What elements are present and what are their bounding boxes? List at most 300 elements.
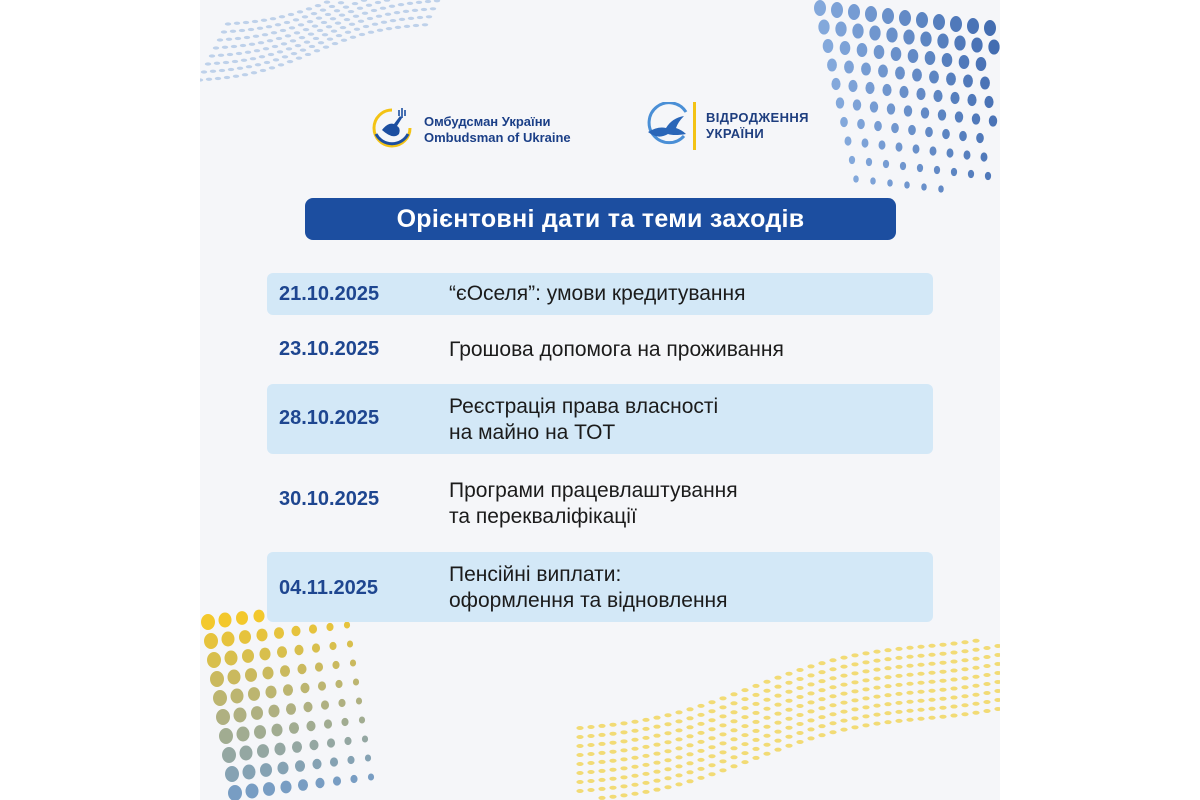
decor-dot [417, 16, 423, 19]
decor-dot [796, 713, 803, 717]
decor-dot [675, 728, 682, 732]
decor-dot [983, 655, 990, 659]
decor-dot [708, 727, 715, 731]
event-date: 30.10.2025 [279, 488, 380, 510]
decor-dot [318, 41, 324, 44]
decor-dot [642, 736, 649, 740]
decor-dot [752, 702, 759, 706]
decor-dot [851, 707, 858, 711]
decor-dot [917, 672, 924, 676]
decor-dot [994, 662, 1000, 666]
decor-dot [917, 681, 924, 685]
decor-dot [334, 9, 340, 12]
decor-dot [895, 665, 902, 669]
decor-dot [330, 17, 336, 20]
decor-dot [359, 33, 365, 36]
decor-dot [248, 687, 260, 701]
event-row-3 [267, 384, 933, 454]
decor-dot [329, 5, 335, 8]
decor-dot [609, 768, 616, 772]
decor-dot [730, 719, 737, 723]
decor-dot [303, 28, 309, 31]
decor-dot [245, 51, 251, 54]
decor-dot [335, 21, 341, 24]
decor-dot [631, 729, 638, 733]
event-date: 04.11.2025 [279, 577, 378, 599]
decor-dot [280, 781, 291, 794]
decor-dot [354, 28, 360, 31]
decor-dot [350, 659, 356, 666]
decor-dot [862, 651, 869, 655]
decor-dot [983, 673, 990, 677]
decor-dot [763, 752, 770, 756]
decor-dot [873, 713, 880, 717]
decor-dot [277, 646, 287, 658]
decor-dot [299, 36, 305, 39]
decor-dot [653, 734, 660, 738]
decor-dot [587, 761, 594, 765]
decor-dot [840, 665, 847, 669]
decor-dot [686, 716, 693, 720]
decor-dot [352, 2, 358, 5]
decor-dot [851, 716, 858, 720]
decor-dot [988, 39, 999, 54]
decor-dot [869, 25, 880, 40]
decor-dot [917, 690, 924, 694]
decor-dot [831, 78, 840, 90]
decor-dot [353, 678, 359, 685]
decor-dot [609, 741, 616, 745]
decor-dot [763, 707, 770, 711]
decor-dot [416, 1, 422, 4]
decor-dot [884, 675, 891, 679]
decor-dot [807, 664, 814, 668]
decor-dot [983, 691, 990, 695]
decor-dot [338, 1, 344, 4]
decor-dot [243, 21, 249, 24]
decor-dot [900, 162, 906, 170]
decor-dot [365, 754, 371, 761]
decor-dot [286, 47, 292, 50]
decor-dot [291, 52, 297, 55]
decor-dot [873, 695, 880, 699]
decor-dot [928, 662, 935, 666]
decor-dot [239, 630, 251, 644]
decor-dot [255, 63, 261, 66]
decor-dot [829, 730, 836, 734]
decor-dot [236, 52, 242, 55]
decor-dot [950, 651, 957, 655]
decor-dot [763, 725, 770, 729]
decor-dot [201, 70, 207, 73]
decor-dot [851, 680, 858, 684]
decor-dot [807, 673, 814, 677]
decor-dot [884, 720, 891, 724]
decor-dot [895, 674, 902, 678]
decor-dot [609, 750, 616, 754]
decor-dot [587, 779, 594, 783]
decor-dot [865, 82, 874, 94]
decor-dot [831, 2, 843, 18]
decor-dot [873, 686, 880, 690]
decor-dot [294, 31, 300, 34]
decor-dot [697, 776, 704, 780]
decor-dot [887, 179, 893, 186]
decor-dot [347, 756, 354, 764]
decor-dot [818, 733, 825, 737]
decor-dot [620, 739, 627, 743]
decor-dot [961, 712, 968, 716]
decor-dot [983, 664, 990, 668]
decor-dot [297, 664, 306, 674]
decor-dot [862, 723, 869, 727]
decor-dot [774, 730, 781, 734]
decor-dot [316, 16, 322, 19]
decor-dot [330, 757, 338, 766]
decor-dot [708, 745, 715, 749]
decor-dot [260, 69, 266, 72]
decor-dot [221, 30, 227, 33]
decor-dot [252, 20, 258, 23]
decor-dot [985, 172, 991, 180]
decor-dot [840, 719, 847, 723]
decor-dot [796, 677, 803, 681]
decor-dot [269, 66, 275, 69]
decor-dot [237, 67, 243, 70]
yellow-divider [693, 102, 696, 150]
decor-dot [697, 713, 704, 717]
vidrodzhennia-title: ВІДРОДЖЕННЯ [706, 110, 809, 125]
decor-dot [350, 36, 356, 39]
decor-dot [829, 721, 836, 725]
decor-dot [331, 29, 337, 32]
decor-dot [972, 666, 979, 670]
decor-dot [994, 671, 1000, 675]
decor-dot [884, 684, 891, 688]
decor-dot [289, 26, 295, 29]
decor-dot [774, 721, 781, 725]
decor-dot [752, 720, 759, 724]
decor-dot [939, 643, 946, 647]
decor-dot [248, 28, 254, 31]
decor-dot [291, 626, 300, 636]
event-topic-line1: “єОселя”: умови кредитування [449, 282, 746, 305]
decor-dot [292, 741, 302, 753]
decor-dot [921, 183, 927, 190]
decor-dot [218, 54, 224, 57]
decor-dot [240, 44, 246, 47]
decor-dot [277, 762, 288, 775]
decor-dot [884, 711, 891, 715]
decor-dot [686, 752, 693, 756]
decor-dot [899, 86, 908, 98]
decor-dot [642, 790, 649, 794]
decor-dot [609, 795, 616, 799]
decor-dot [873, 668, 880, 672]
decor-dot [818, 715, 825, 719]
decor-dot [653, 716, 660, 720]
decor-dot [895, 692, 902, 696]
decor-dot [395, 26, 401, 29]
decor-dot [730, 755, 737, 759]
decor-dot [598, 769, 605, 773]
decor-dot [609, 732, 616, 736]
decor-dot [219, 728, 233, 744]
decor-dot [326, 25, 332, 28]
decor-dot [807, 709, 814, 713]
decor-dot [730, 746, 737, 750]
decor-dot [288, 13, 294, 16]
decor-dot [675, 773, 682, 777]
decor-dot [785, 726, 792, 730]
decor-dot [796, 686, 803, 690]
decor-dot [818, 697, 825, 701]
decor-dot [236, 727, 249, 742]
decor-dot [642, 754, 649, 758]
decor-dot [631, 774, 638, 778]
decor-dot [950, 678, 957, 682]
decor-dot [774, 739, 781, 743]
decor-dot [961, 694, 968, 698]
decor-dot [807, 691, 814, 695]
decor-dot [262, 667, 273, 680]
decor-dot [886, 27, 897, 42]
decor-dot [385, 13, 391, 16]
decor-dot [239, 29, 245, 32]
decor-dot [329, 642, 336, 650]
decor-dot [675, 710, 682, 714]
decor-dot [631, 783, 638, 787]
decor-dot [873, 650, 880, 654]
decor-dot [375, 1, 381, 4]
decor-dot [242, 73, 248, 76]
decor-dot [929, 70, 939, 83]
decor-dot [315, 662, 323, 671]
decor-dot [264, 61, 270, 64]
decor-dot [983, 682, 990, 686]
decor-dot [609, 786, 616, 790]
decor-dot [620, 775, 627, 779]
decor-dot [741, 733, 748, 737]
decor-dot [976, 57, 987, 71]
decor-dot [664, 758, 671, 762]
decor-dot [972, 693, 979, 697]
decor-dot [598, 724, 605, 728]
decor-dot [697, 731, 704, 735]
decor-dot [785, 699, 792, 703]
decor-dot [774, 694, 781, 698]
ombudsman-name-en: Ombudsman of Ukraine [424, 130, 571, 145]
decor-dot [686, 779, 693, 783]
decor-dot [642, 772, 649, 776]
decor-dot [719, 714, 726, 718]
decor-dot [276, 37, 282, 40]
event-topic-line1: Грошова допомога на проживання [449, 338, 784, 361]
decor-dot [609, 723, 616, 727]
decor-dot [844, 60, 854, 73]
decor-dot [230, 689, 243, 704]
decor-dot [741, 688, 748, 692]
decor-dot [304, 40, 310, 43]
decor-dot [253, 610, 264, 623]
decor-dot [372, 23, 378, 26]
decor-dot [341, 39, 347, 42]
decor-dot [362, 12, 368, 15]
decor-dot [620, 721, 627, 725]
decor-dot [857, 43, 868, 57]
decor-dot [425, 0, 431, 3]
decor-dot [609, 777, 616, 781]
decor-dot [862, 669, 869, 673]
decor-dot [271, 31, 277, 34]
decor-dot [207, 652, 221, 668]
decor-dot [697, 722, 704, 726]
decor-dot [271, 724, 282, 737]
ombudsman-logo [372, 102, 592, 152]
decor-dot [426, 15, 432, 18]
decor-dot [576, 753, 583, 757]
decor-dot [950, 687, 957, 691]
decor-dot [210, 671, 224, 687]
decor-dot [862, 696, 869, 700]
decor-dot [848, 4, 860, 20]
decor-dot [631, 765, 638, 769]
decor-dot [741, 751, 748, 755]
decor-dot [576, 780, 583, 784]
decor-dot [236, 611, 248, 625]
decor-dot [322, 33, 328, 36]
decor-dot [708, 718, 715, 722]
decor-dot [895, 719, 902, 723]
decor-dot [906, 709, 913, 713]
decor-dot [576, 789, 583, 793]
decor-dot [664, 776, 671, 780]
decor-dot [344, 18, 350, 21]
decor-dot [664, 713, 671, 717]
decor-dot [653, 743, 660, 747]
decor-dot [664, 785, 671, 789]
decor-dot [320, 8, 326, 11]
decor-dot [280, 665, 290, 677]
decor-dot [906, 700, 913, 704]
decor-dot [390, 19, 396, 22]
decor-dot [928, 716, 935, 720]
decor-dot [807, 727, 814, 731]
decor-dot [928, 698, 935, 702]
decor-dot [620, 748, 627, 752]
decor-dot [708, 709, 715, 713]
decor-dot [235, 37, 241, 40]
decor-dot [270, 17, 276, 20]
decor-dot [866, 158, 872, 166]
decor-dot [259, 55, 265, 58]
decor-dot [818, 670, 825, 674]
decor-dot [785, 690, 792, 694]
decor-dot [263, 782, 275, 796]
decor-dot [906, 691, 913, 695]
decor-dot [719, 759, 726, 763]
decor-dot [840, 710, 847, 714]
decor-dot [972, 675, 979, 679]
decor-dot [882, 8, 894, 24]
decor-dot [730, 701, 737, 705]
decor-dot [796, 740, 803, 744]
decor-dot [708, 700, 715, 704]
decor-dot [741, 706, 748, 710]
decor-dot [336, 34, 342, 37]
decor-dot [258, 41, 264, 44]
decor-dot [895, 647, 902, 651]
decor-dot [598, 733, 605, 737]
decor-dot [697, 740, 704, 744]
decor-dot [251, 71, 257, 74]
decor-dot [963, 74, 973, 87]
decor-dot [719, 768, 726, 772]
decor-dot [231, 45, 237, 48]
decor-dot [222, 46, 228, 49]
decor-dot [239, 746, 252, 761]
decor-dot [950, 696, 957, 700]
decor-dot [403, 10, 409, 13]
decor-dot [865, 6, 877, 22]
decor-dot [642, 745, 649, 749]
decor-dot [972, 711, 979, 715]
decor-dot [228, 68, 234, 71]
decor-dot [312, 759, 321, 769]
decor-dot [327, 738, 335, 747]
decor-dot [242, 649, 254, 663]
decor-dot [741, 724, 748, 728]
decor-dot [895, 710, 902, 714]
decor-dot [851, 671, 858, 675]
decor-dot [818, 688, 825, 692]
decor-dot [221, 632, 234, 647]
decor-dot [752, 684, 759, 688]
decor-dot [260, 763, 272, 777]
decor-dot [891, 47, 902, 61]
decor-dot [325, 13, 331, 16]
decor-dot [796, 695, 803, 699]
decor-dot [214, 62, 220, 65]
decor-dot [950, 669, 957, 673]
decor-dot [332, 661, 339, 669]
decor-dot [268, 705, 279, 718]
decor-dot [308, 32, 314, 35]
ombudsman-hand-trident-icon [372, 104, 412, 148]
decor-dot [244, 36, 250, 39]
decor-dot [227, 670, 240, 685]
decor-dot [950, 642, 957, 646]
decor-dot [587, 752, 594, 756]
decor-dot [315, 778, 324, 788]
decor-dot [818, 706, 825, 710]
decor-dot [917, 654, 924, 658]
decor-dot [434, 0, 440, 2]
decor-dot [314, 49, 320, 52]
decor-dot [225, 766, 239, 782]
decor-dot [205, 62, 211, 65]
decor-dot [928, 689, 935, 693]
event-date: 23.10.2025 [279, 338, 380, 360]
decor-dot [598, 760, 605, 764]
decor-dot [381, 21, 387, 24]
decor-dot [950, 705, 957, 709]
decor-dot [230, 30, 236, 33]
decor-dot [335, 680, 342, 688]
decor-dot [631, 747, 638, 751]
vidrodzhennia-logo [640, 98, 860, 154]
decor-dot [807, 736, 814, 740]
